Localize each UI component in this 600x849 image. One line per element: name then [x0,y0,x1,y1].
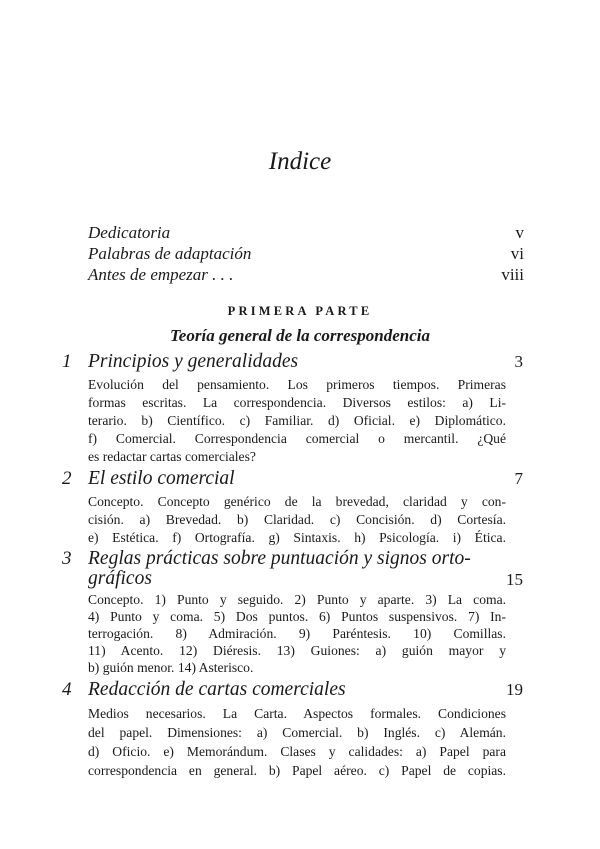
toc-entry-page: viii [501,265,524,284]
desc-line: del papel. Dimensiones: a) Comercial. b) Inglés. c) Alemán. [88,725,506,740]
desc-line: d) Oficio. e) Memorándum. Clases y calidades: a) Papel para [88,744,506,759]
chapter-title [88,549,518,589]
desc-line: Concepto. Concepto genérico de la brevedad, claridad y con- [88,494,506,509]
desc-line: Medios necesarios. La Carta. Aspectos formales. Condiciones [88,706,506,721]
toc-entry-page: vi [510,244,524,263]
front-matter-list [88,222,524,285]
part-subtitle: Teoría general de la correspondencia [169,326,431,345]
desc-line: es redactar cartas comerciales? [88,449,256,464]
chapter-page: 15 [506,570,523,589]
desc-line: e) Estética. f) Ortografía. g) Sintaxis. h) Psicología. i) Ética. [88,530,506,545]
chapter-description [88,493,506,547]
chapter-number: 1 [62,351,72,372]
toc-entry-label: Palabras de adaptación [88,244,252,263]
chapter-title: Principios y generalidades [88,351,299,372]
chapter-number: 2 [62,468,72,489]
desc-line: Concepto. 1) Punto y seguido. 2) Punto y aparte. 3) La coma. [88,592,506,607]
desc-line: correspondencia en general. b) Papel aéreo. c) Papel de copias. [88,763,506,778]
desc-line: terrogación. 8) Admiración. 9) Paréntesis. 10) Comillas. [88,626,506,641]
desc-line: cisión. a) Brevedad. b) Claridad. c) Concisión. d) Cortesía. [88,512,506,527]
toc-entry-label: Antes de empezar . . . [88,265,234,284]
part-label: PRIMERA PARTE [227,304,373,318]
toc-entry-palabras[interactable] [88,243,524,264]
chapter-title-line: gráficos [88,568,152,589]
chapter-title: El estilo comercial [88,468,235,489]
chapter-page: 19 [506,680,523,699]
toc-entry-label: Dedicatoria [88,223,171,242]
chapter-number: 4 [62,679,72,700]
chapter-page: 7 [514,469,523,488]
desc-line: 4) Punto y coma. 5) Dos puntos. 6) Puntos suspensivos. 7) In- [88,609,506,624]
chapter-page: 3 [514,352,523,371]
desc-line: Evolución del pensamiento. Los primeros tiempos. Primeras [88,377,506,392]
chapter-title: Redacción de cartas comerciales [88,679,346,700]
chapter-description [88,591,506,676]
toc-entry-page: v [515,223,524,242]
desc-line: formas escritas. La correspondencia. Diversos estilos: a) Li- [88,395,506,410]
desc-line: f) Comercial. Correspondencia comercial o mercantil. ¿Qué [88,431,506,446]
page-title: Indice [268,148,332,175]
desc-line: 11) Acento. 12) Diéresis. 13) Guiones: a) guión mayor y [88,643,506,658]
chapter-number: 3 [62,548,72,569]
desc-line: terario. b) Científico. c) Familiar. d) Oficial. e) Diplomático. [88,413,506,428]
toc-entry-dedicatoria[interactable] [88,222,524,243]
chapter-description [88,376,506,466]
desc-line: b) guión menor. 14) Asterisco. [88,660,254,675]
chapter-title-line: Reglas prácticas sobre puntuación y signos orto- [88,548,471,569]
toc-entry-antes[interactable] [88,264,524,285]
chapter-description [88,704,506,780]
